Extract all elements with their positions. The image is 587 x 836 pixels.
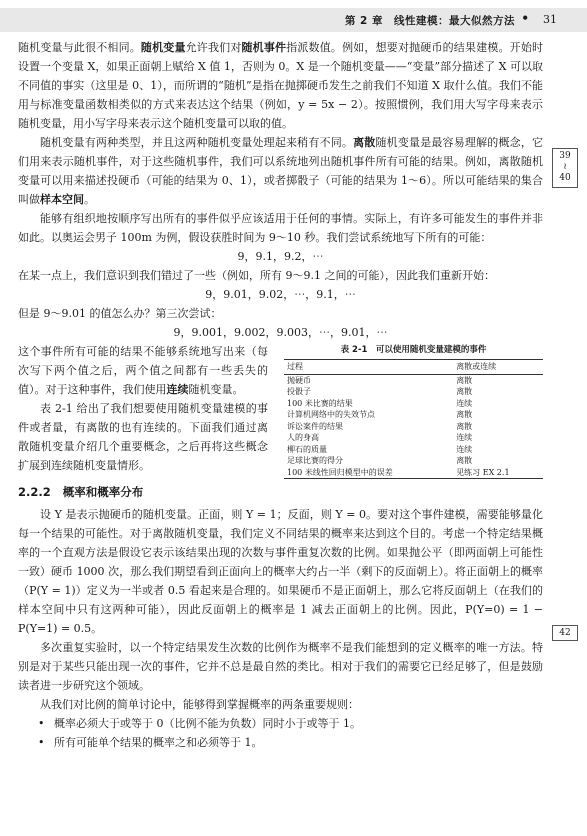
paragraph-table-ref: 表 2-1 给出了我们想要使用随机变量建模的事件或者量，有离散的也有连续的。下面我们通过离散随机变量介绍几个重要概念，之后再将这些概念扩展到连续随机变量情形。 <box>18 402 268 472</box>
bullet-icon: • <box>38 736 45 749</box>
table-row: 抛硬币 离散 <box>287 375 473 385</box>
margin-page-ref-39-40: 39 ≀ 40 <box>552 148 578 188</box>
table-header-process: 过程 <box>284 360 453 375</box>
paragraph-third-attempt: 但是 9～9.01 的值怎么办？第三次尝试： <box>18 307 222 320</box>
events-table <box>284 359 543 479</box>
table-2-1 <box>284 344 543 479</box>
chapter-title: 第 2 章 线性建模：最大似然方法 <box>344 15 515 27</box>
table-caption: 表 2-1 可以使用随机变量建模的事件 <box>340 345 487 355</box>
paragraph-discrete: 随机变量有两种类型，并且这两种随机变量处理起来稍有不同。离散随机变量是最容易理解的概念，它们用来表示随机事件，对于这些随机事件，我们可以系统地列出随机事件所有可能的结果。例如，离散随机变量可以用来描述投硬币（可能的结果为 0、1），或者掷骰子（可能的结果为 1～6）。所以可能结果的集合叫做样本空间。 <box>18 136 544 206</box>
page-number: 31 <box>543 13 557 26</box>
paragraph-repeated-trials: 多次重复实验时，以一个特定结果发生次数的比例作为概率不是我们能想到的定义概率的唯一方法。特别是对于某些只能出现一次的事件，它并不总是最自然的类比。相对于我们的需要它已经足够了，但是鼓励读者进一步研究这个领域。 <box>18 641 543 692</box>
bullet-icon: • <box>38 717 45 730</box>
table-row: 100 米比赛的结果 连续 <box>287 398 473 408</box>
section-title: 概率和概率分布 <box>62 485 144 499</box>
table-header-type: 离散或连续 <box>453 360 543 375</box>
paragraph-missed-values: 在某一点上，我们意识到我们错过了一些（例如，所有 9～9.1 之间的可能），因此我们重新开始： <box>18 269 495 282</box>
page-header <box>0 8 587 32</box>
sequence-2: 9，9.01，9.02，⋯，9.1，⋯ <box>205 288 356 301</box>
table-row: 计算机网络中的失效节点 离散 <box>287 410 473 419</box>
table-row: 柳石的质量 连续 <box>287 444 473 454</box>
margin-page-ref-42: 42 <box>552 625 578 641</box>
table-row: 投骰子 离散 <box>287 387 473 396</box>
wrapped-text <box>18 342 268 475</box>
table-row: 足球比赛的得分 离散 <box>287 456 473 465</box>
section-number: 2.2.2 <box>18 485 51 499</box>
probability-rules-list <box>18 714 543 752</box>
list-item: • 所有可能单个结果的概率之和必须等于 1。 <box>54 733 543 752</box>
table-row: 诉讼案件的结果 离散 <box>287 421 473 431</box>
paragraph-coin-probability: 设 Y 是表示抛硬币的随机变量。正面，则 Y = 1；反面，则 Y = 0。要对这个事件建模，需要能够量化每一个结果的可能性。对于离散随机变量，我们定义不同结果的概率来达到这个目的。考虑一个特定结果概率的一个直观方法是假设它表示该结果出现的次数与事件重复次数的比例。如果抛公平（即两面朝上可能性一致）硬币 1000 次，那么我们期望看到正面向上的概率大约占一半（剩下的反面朝上）。将正面朝上的概率（P(Y = 1)）定义为一半或者 0.5 看起来是合理的。如果硬币不是正面朝上，那么它将反面朝上（在我们的样本空间中只有这两种可能），因此反面朝上的概率是 1 减去正面朝上的比例。因此，P(Y=0) = 1 − P(Y=1) = 0.5。 <box>18 508 543 635</box>
paragraph-rules-intro: 从我们对比例的简单讨论中，能够得到掌握概率的两条重要规则： <box>40 698 359 711</box>
sequence-1: 9，9.1，9.2，⋯ <box>237 250 324 263</box>
sequence-3: 9，9.001，9.002，9.003，⋯，9.01，⋯ <box>173 326 388 339</box>
header-dot: • <box>521 11 529 25</box>
paragraph-sprint-example: 能够有组织地按顺序写出所有的事件似乎应该适用于任何的事情。实际上，有许多可能发生的事件并非如此。以奥运会男子 100m 为例，假设获胜时间为 9～10 秒。我们尝试系统地写下所有的可能： <box>18 212 543 244</box>
list-item: • 概率必须大于或等于 0（比例不能为负数）同时小于或等于 1。 <box>54 714 543 733</box>
paragraph-random-variable-intro: 随机变量与此很不相同。随机变量允许我们对随机事件指派数值。例如，想要对抛硬币的结果建模。开始时设置一个变量 X，如果正面朝上赋给 X 值 1，否则为 0。X 是一个随机变量——“变量”部分描述了 X 可以取不同值的事实（这里是 0、1），而所谓的“随机”是指在抛掷硬币发生之前我们不知道 X 取什么值。我们不能用与标准变量函数相类似的方式来表达这个结果（例如，y = 5x − 2）。按照惯例，我们用大写字母来表示随机变量，用小写字母来表示这个随机变量可以取的值。 <box>18 41 544 130</box>
table-header-row <box>284 360 543 375</box>
text-and-table-block <box>18 342 543 477</box>
table-row: 人的身高 连续 <box>287 433 473 442</box>
page-body <box>18 38 543 752</box>
table-row: 100 米线性回归模型中的误差 见练习 EX 2.1 <box>284 467 543 479</box>
section-heading <box>18 483 543 502</box>
paragraph-continuous: 这个事件所有可能的结果不能够系统地写出来（每次写下两个值之后，两个值之间都有一些丢失的值）。对于这种事件，我们使用连续随机变量。 <box>18 345 268 396</box>
